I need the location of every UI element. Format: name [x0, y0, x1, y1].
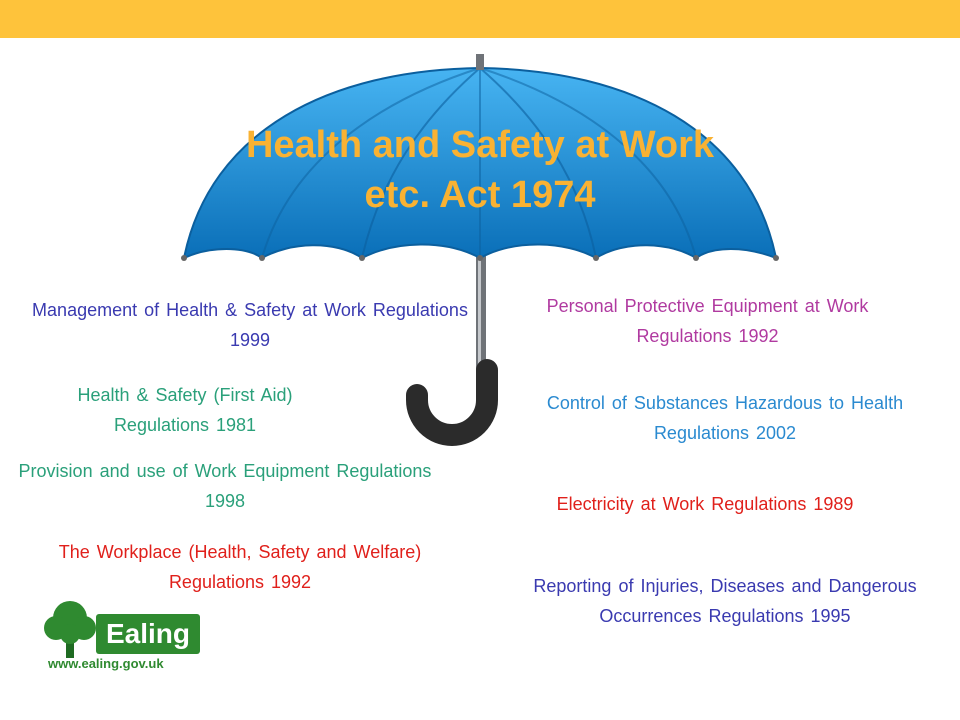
regulation-first-aid: Health & Safety (First Aid) Regulations 1981	[77, 385, 293, 435]
regulation-management: Management of Health & Safety at Work Regulations 1999	[32, 300, 468, 350]
tree-icon	[40, 598, 100, 662]
ealing-logo	[40, 594, 200, 678]
regulation-workplace: The Workplace (Health, Safety and Welfare) Regulations 1992	[58, 542, 422, 592]
logo-url: www.ealing.gov.uk	[48, 656, 164, 671]
regulation-electricity: Electricity at Work Regulations 1989	[556, 494, 854, 514]
regulation-coshh: Control of Substances Hazardous to Health Regulations 2002	[546, 393, 904, 443]
regulation-riddor: Reporting of Injuries, Diseases and Dangerous Occurrences Regulations 1995	[533, 576, 917, 626]
slide-title: Health and Safety at Work etc. Act 1974	[245, 124, 715, 216]
regulation-work-equipment: Provision and use of Work Equipment Regulations 1998	[18, 461, 432, 511]
regulation-ppe: Personal Protective Equipment at Work Regulations 1992	[546, 296, 869, 346]
logo-name: Ealing	[96, 614, 200, 654]
